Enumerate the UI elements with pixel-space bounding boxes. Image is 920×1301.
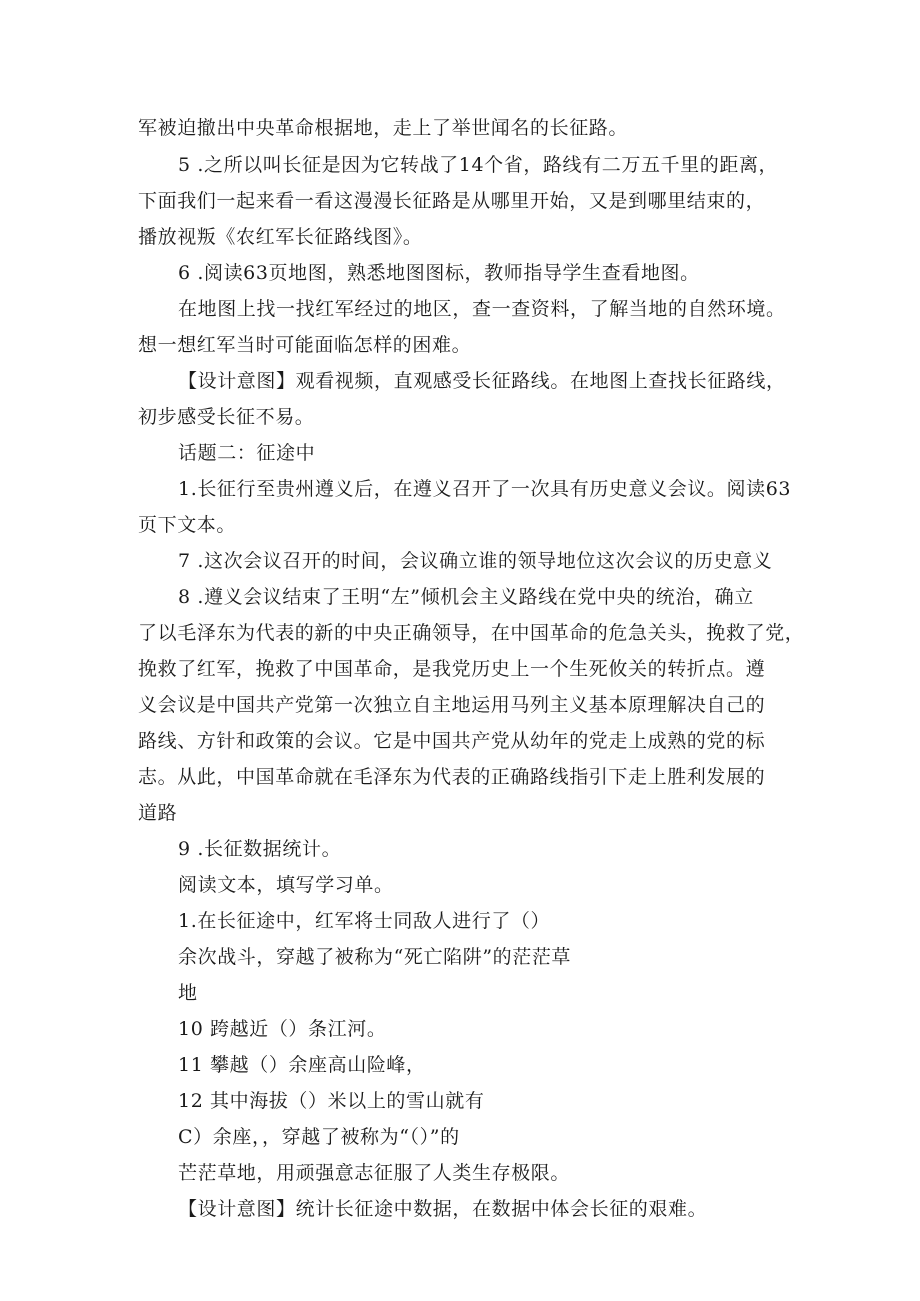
text-line: 1.长征行至贵州遵义后，在遵义召开了一次具有历史意义会议。阅读63 <box>178 478 792 500</box>
text-line: 1.在长征途中，红军将士同敌人进行了（） <box>178 910 551 932</box>
text-line: 想一想红军当时可能面临怎样的困难。 <box>138 334 472 356</box>
text-line: 阅读文本，填写学习单。 <box>178 874 394 896</box>
text-line: 余次战斗，穿越了被称为“死亡陷阱”的茫茫草 <box>178 946 572 968</box>
text-line: 5 .之所以叫长征是因为它转战了14个省，路线有二万五千里的距离， <box>178 154 779 176</box>
text-line: 8 .遵义会议结束了王明“左”倾机会主义路线在党中央的统治，确立 <box>178 586 754 608</box>
text-line: 路线、方针和政策的会议。它是中国共产党从幼年的党走上成熟的党的标 <box>138 730 766 752</box>
text-line: 了以毛泽东为代表的新的中央正确领导，在中国革命的危急关头，挽救了党， <box>138 622 805 644</box>
text-line: 军被迫撤出中央革命根据地，走上了举世闻名的长征路。 <box>138 117 629 139</box>
text-line: 页下文本。 <box>138 514 237 536</box>
text-line: C）余座，，穿越了被称为“（）”的 <box>178 1126 460 1148</box>
text-line: 10 跨越近（）条江河。 <box>178 1018 387 1040</box>
section-heading: 话题二：征途中 <box>178 442 316 464</box>
text-line: 播放视叛《农红军长征路线图》。 <box>138 226 423 248</box>
text-line: 志。从此，中国革命就在毛泽东为代表的正确路线指引下走上胜利发展的 <box>138 766 766 788</box>
text-line: 道路 <box>138 802 178 824</box>
text-line: 挽救了红军，挽救了中国革命，是我党历史上一个生死攸关的转折点。遵 <box>138 658 766 680</box>
text-line: 芒茫草地，用顽强意志征服了人类生存极限。 <box>178 1162 571 1184</box>
text-line: 义会议是中国共产党第一次独立自主地运用马列主义基本原理解决自己的 <box>138 694 766 716</box>
text-line: 初步感受长征不易。 <box>138 406 315 428</box>
text-line: 【设计意图】统计长征途中数据，在数据中体会长征的艰难。 <box>178 1198 708 1220</box>
text-line: 6 .阅读63页地图，熟悉地图图标，教师指导学生查看地图。 <box>178 262 700 284</box>
text-line: 地 <box>178 982 198 1004</box>
text-line: 【设计意图】观看视频，直观感受长征路线。在地图上查找长征路线， <box>178 370 786 392</box>
text-line: 12 其中海拔（）米以上的雪山就有 <box>178 1090 485 1112</box>
text-line: 11 攀越（）余座高山险峰， <box>178 1054 426 1076</box>
text-line: 下面我们一起来看一看这漫漫长征路是从哪里开始，又是到哪里结束的， <box>138 190 766 212</box>
text-line: 9 .长征数据统计。 <box>178 838 342 860</box>
text-line: 7 .这次会议召开的时间，会议确立谁的领导地位这次会议的历史意义 <box>178 550 773 572</box>
text-line: 在地图上找一找红军经过的地区，查一查资料，了解当地的自然环境。 <box>178 298 786 320</box>
